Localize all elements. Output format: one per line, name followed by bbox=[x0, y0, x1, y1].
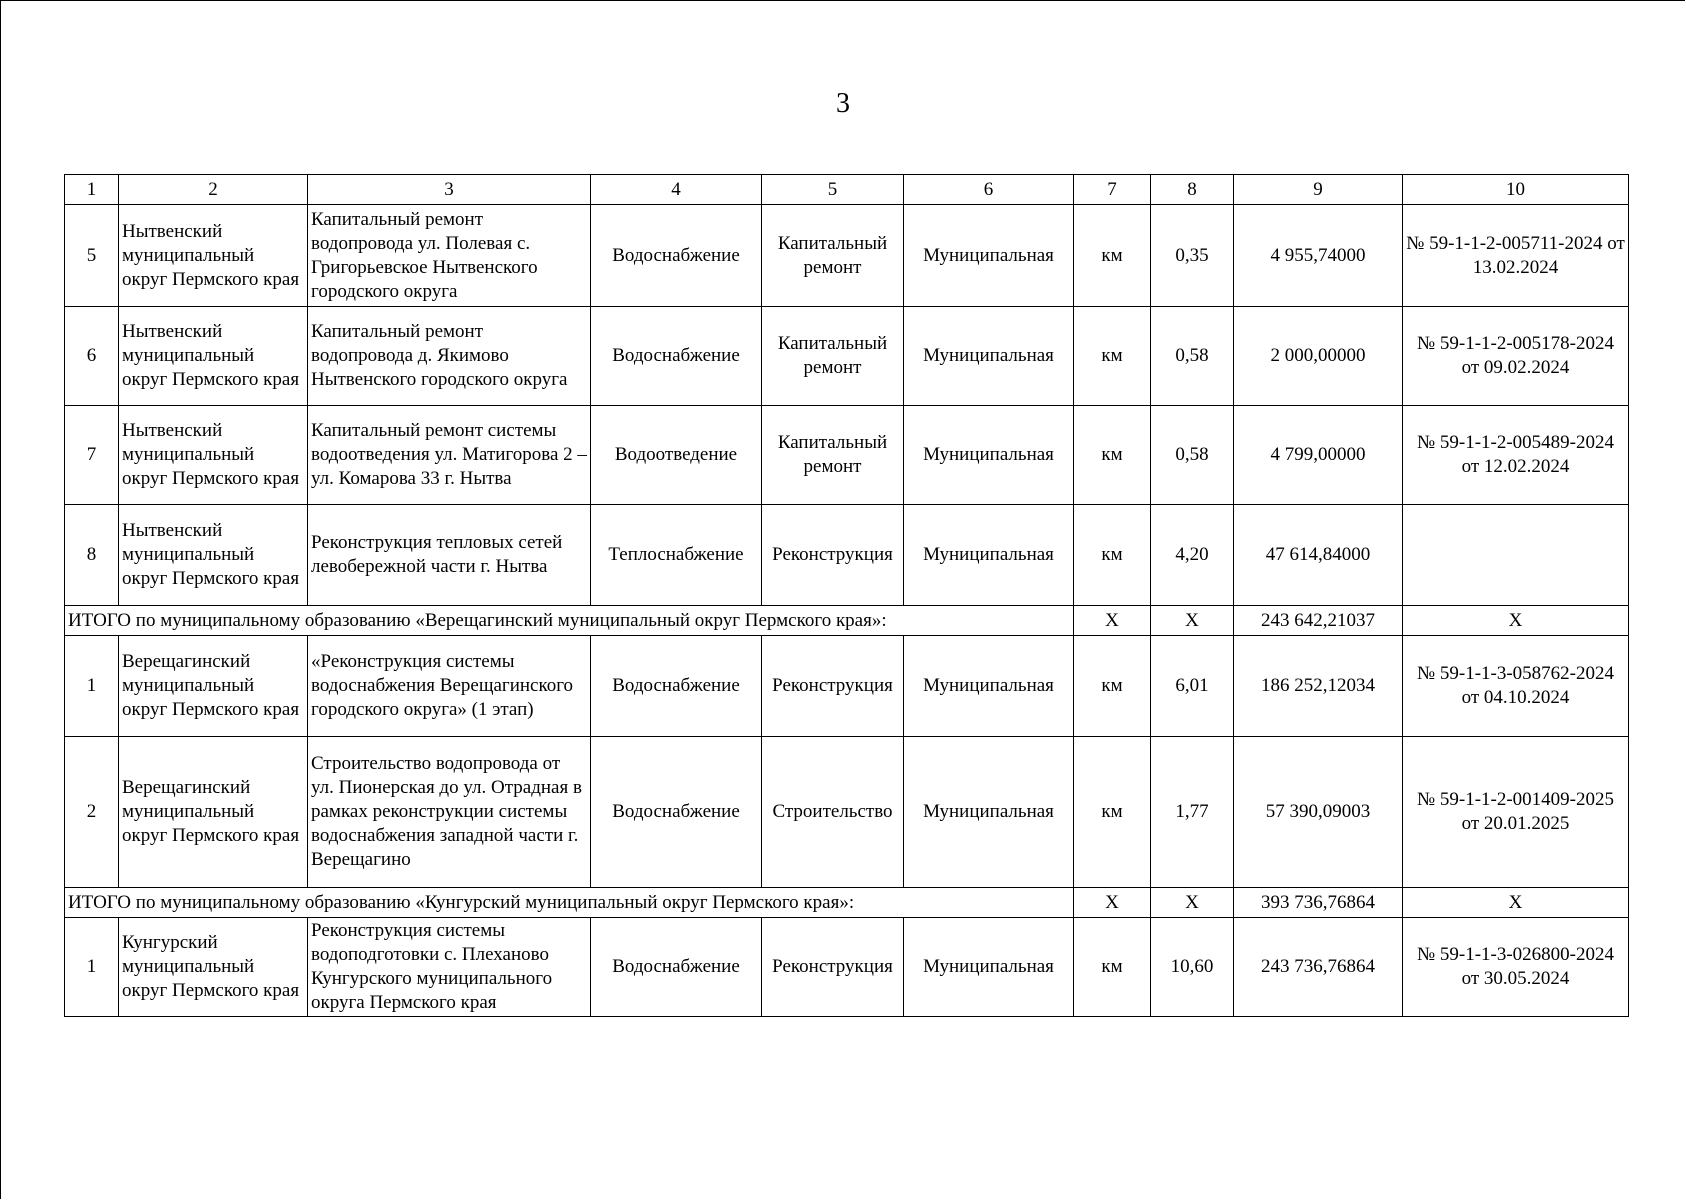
unit-cell: км bbox=[1074, 205, 1151, 307]
cost-cell: 243 736,76864 bbox=[1234, 918, 1403, 1017]
row-number: 2 bbox=[65, 737, 119, 888]
ownership-cell: Муниципальная bbox=[904, 406, 1074, 505]
column-number: 8 bbox=[1151, 175, 1234, 205]
sphere-cell: Теплоснабжение bbox=[591, 505, 762, 606]
municipality-cell: Нытвенский муниципальный округ Пермского края bbox=[119, 205, 308, 307]
table-row bbox=[65, 636, 1629, 737]
table-row bbox=[65, 406, 1629, 505]
sphere-cell: Водоснабжение bbox=[591, 737, 762, 888]
ownership-cell: Муниципальная bbox=[904, 918, 1074, 1017]
column-number: 1 bbox=[65, 175, 119, 205]
sphere-cell: Водоснабжение bbox=[591, 307, 762, 406]
cost-cell: 2 000,00000 bbox=[1234, 307, 1403, 406]
object-name-cell: Капитальный ремонт системы водоотведения ул. Матигорова 2 – ул. Комарова 33 г. Нытва bbox=[308, 406, 591, 505]
subtotal-label: ИТОГО по муниципальному образованию «Кунгурский муниципальный округ Пермского края»: bbox=[65, 888, 1074, 918]
subtotal-cost: 393 736,76864 bbox=[1234, 888, 1403, 918]
unit-cell: км bbox=[1074, 307, 1151, 406]
capacity-cell: 10,60 bbox=[1151, 918, 1234, 1017]
cost-cell: 4 955,74000 bbox=[1234, 205, 1403, 307]
row-number: 8 bbox=[65, 505, 119, 606]
row-number: 1 bbox=[65, 918, 119, 1017]
investment-program-table bbox=[64, 174, 1629, 1017]
subtotal-label: ИТОГО по муниципальному образованию «Верещагинский муниципальный округ Пермского края»: bbox=[65, 606, 1074, 636]
table-row bbox=[65, 505, 1629, 606]
expertise-cell: № 59-1-1-3-058762-2024 от 04.10.2024 bbox=[1403, 636, 1629, 737]
work-type-cell: Капитальный ремонт bbox=[762, 205, 904, 307]
municipality-cell: Нытвенский муниципальный округ Пермского края bbox=[119, 406, 308, 505]
subtotal-capacity-x: X bbox=[1151, 606, 1234, 636]
object-name-cell: Капитальный ремонт водопровода д. Якимово Нытвенского городского округа bbox=[308, 307, 591, 406]
cost-cell: 47 614,84000 bbox=[1234, 505, 1403, 606]
municipality-cell: Кунгурский муниципальный округ Пермского края bbox=[119, 918, 308, 1017]
expertise-cell: № 59-1-1-2-001409-2025 от 20.01.2025 bbox=[1403, 737, 1629, 888]
row-number: 6 bbox=[65, 307, 119, 406]
municipality-cell: Нытвенский муниципальный округ Пермского края bbox=[119, 505, 308, 606]
unit-cell: км bbox=[1074, 636, 1151, 737]
table-row bbox=[65, 307, 1629, 406]
municipality-cell: Нытвенский муниципальный округ Пермского края bbox=[119, 307, 308, 406]
work-type-cell: Реконструкция bbox=[762, 918, 904, 1017]
column-number: 6 bbox=[904, 175, 1074, 205]
ownership-cell: Муниципальная bbox=[904, 505, 1074, 606]
subtotal-unit-x: X bbox=[1074, 606, 1151, 636]
cost-cell: 186 252,12034 bbox=[1234, 636, 1403, 737]
unit-cell: км bbox=[1074, 737, 1151, 888]
subtotal-expertise-x: X bbox=[1403, 888, 1629, 918]
work-type-cell: Капитальный ремонт bbox=[762, 307, 904, 406]
expertise-cell: № 59-1-1-2-005489-2024 от 12.02.2024 bbox=[1403, 406, 1629, 505]
work-type-cell: Реконструкция bbox=[762, 636, 904, 737]
work-type-cell: Капитальный ремонт bbox=[762, 406, 904, 505]
row-number: 5 bbox=[65, 205, 119, 307]
expertise-cell: № 59-1-1-3-026800-2024 от 30.05.2024 bbox=[1403, 918, 1629, 1017]
object-name-cell: Реконструкция тепловых сетей левобережной части г. Нытва bbox=[308, 505, 591, 606]
subtotal-cost: 243 642,21037 bbox=[1234, 606, 1403, 636]
cost-cell: 57 390,09003 bbox=[1234, 737, 1403, 888]
column-number: 4 bbox=[591, 175, 762, 205]
capacity-cell: 0,58 bbox=[1151, 307, 1234, 406]
expertise-cell: № 59-1-1-2-005711-2024 от 13.02.2024 bbox=[1403, 205, 1629, 307]
row-number: 7 bbox=[65, 406, 119, 505]
cost-cell: 4 799,00000 bbox=[1234, 406, 1403, 505]
object-name-cell: Строительство водопровода от ул. Пионерская до ул. Отрадная в рамках реконструкции системы водоснабжения западной части г. Верещагино bbox=[308, 737, 591, 888]
capacity-cell: 6,01 bbox=[1151, 636, 1234, 737]
subtotal-expertise-x: X bbox=[1403, 606, 1629, 636]
capacity-cell: 1,77 bbox=[1151, 737, 1234, 888]
sphere-cell: Водоснабжение bbox=[591, 918, 762, 1017]
subtotal-unit-x: X bbox=[1074, 888, 1151, 918]
page-number: 3 bbox=[836, 88, 850, 119]
object-name-cell: Капитальный ремонт водопровода ул. Полевая с. Григорьевское Нытвенского городского округа bbox=[308, 205, 591, 307]
subtotal-row bbox=[65, 888, 1629, 918]
subtotal-capacity-x: X bbox=[1151, 888, 1234, 918]
work-type-cell: Строительство bbox=[762, 737, 904, 888]
ownership-cell: Муниципальная bbox=[904, 205, 1074, 307]
column-number: 3 bbox=[308, 175, 591, 205]
object-name-cell: Реконструкция системы водоподготовки с. Плеханово Кунгурского муниципального округа Пермского края bbox=[308, 918, 591, 1017]
ownership-cell: Муниципальная bbox=[904, 307, 1074, 406]
column-number-row bbox=[65, 175, 1629, 205]
ownership-cell: Муниципальная bbox=[904, 636, 1074, 737]
sphere-cell: Водоотведение bbox=[591, 406, 762, 505]
sphere-cell: Водоснабжение bbox=[591, 636, 762, 737]
table-body bbox=[65, 175, 1629, 1017]
expertise-cell: № 59-1-1-2-005178-2024 от 09.02.2024 bbox=[1403, 307, 1629, 406]
capacity-cell: 4,20 bbox=[1151, 505, 1234, 606]
column-number: 2 bbox=[119, 175, 308, 205]
column-number: 9 bbox=[1234, 175, 1403, 205]
sphere-cell: Водоснабжение bbox=[591, 205, 762, 307]
row-number: 1 bbox=[65, 636, 119, 737]
municipality-cell: Верещагинский муниципальный округ Пермского края bbox=[119, 737, 308, 888]
object-name-cell: «Реконструкция системы водоснабжения Верещагинского городского округа» (1 этап) bbox=[308, 636, 591, 737]
unit-cell: км bbox=[1074, 406, 1151, 505]
table-row bbox=[65, 205, 1629, 307]
column-number: 7 bbox=[1074, 175, 1151, 205]
ownership-cell: Муниципальная bbox=[904, 737, 1074, 888]
unit-cell: км bbox=[1074, 918, 1151, 1017]
table-row bbox=[65, 737, 1629, 888]
expertise-cell bbox=[1403, 505, 1629, 606]
unit-cell: км bbox=[1074, 505, 1151, 606]
column-number: 10 bbox=[1403, 175, 1629, 205]
municipality-cell: Верещагинский муниципальный округ Пермского края bbox=[119, 636, 308, 737]
capacity-cell: 0,35 bbox=[1151, 205, 1234, 307]
subtotal-row bbox=[65, 606, 1629, 636]
work-type-cell: Реконструкция bbox=[762, 505, 904, 606]
capacity-cell: 0,58 bbox=[1151, 406, 1234, 505]
table-row bbox=[65, 918, 1629, 1017]
column-number: 5 bbox=[762, 175, 904, 205]
